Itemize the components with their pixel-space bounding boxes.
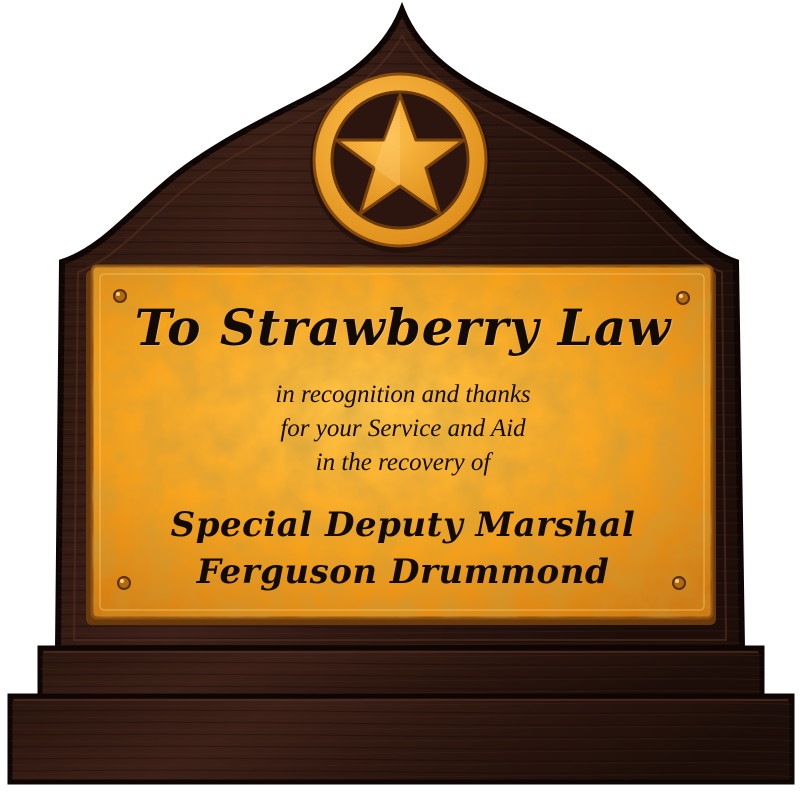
dedication-line: for your Service and Aid: [280, 415, 526, 442]
plaque-title: To Strawberry Law: [134, 298, 672, 357]
recipient-name: Ferguson Drummond: [196, 552, 610, 592]
star-badge-icon: [310, 73, 490, 253]
wooden-base: [10, 648, 792, 782]
dedication-line: in recognition and thanks: [275, 381, 531, 408]
dedication-line: in the recovery of: [315, 449, 491, 476]
recipient-rank: Special Deputy Marshal: [170, 505, 636, 545]
